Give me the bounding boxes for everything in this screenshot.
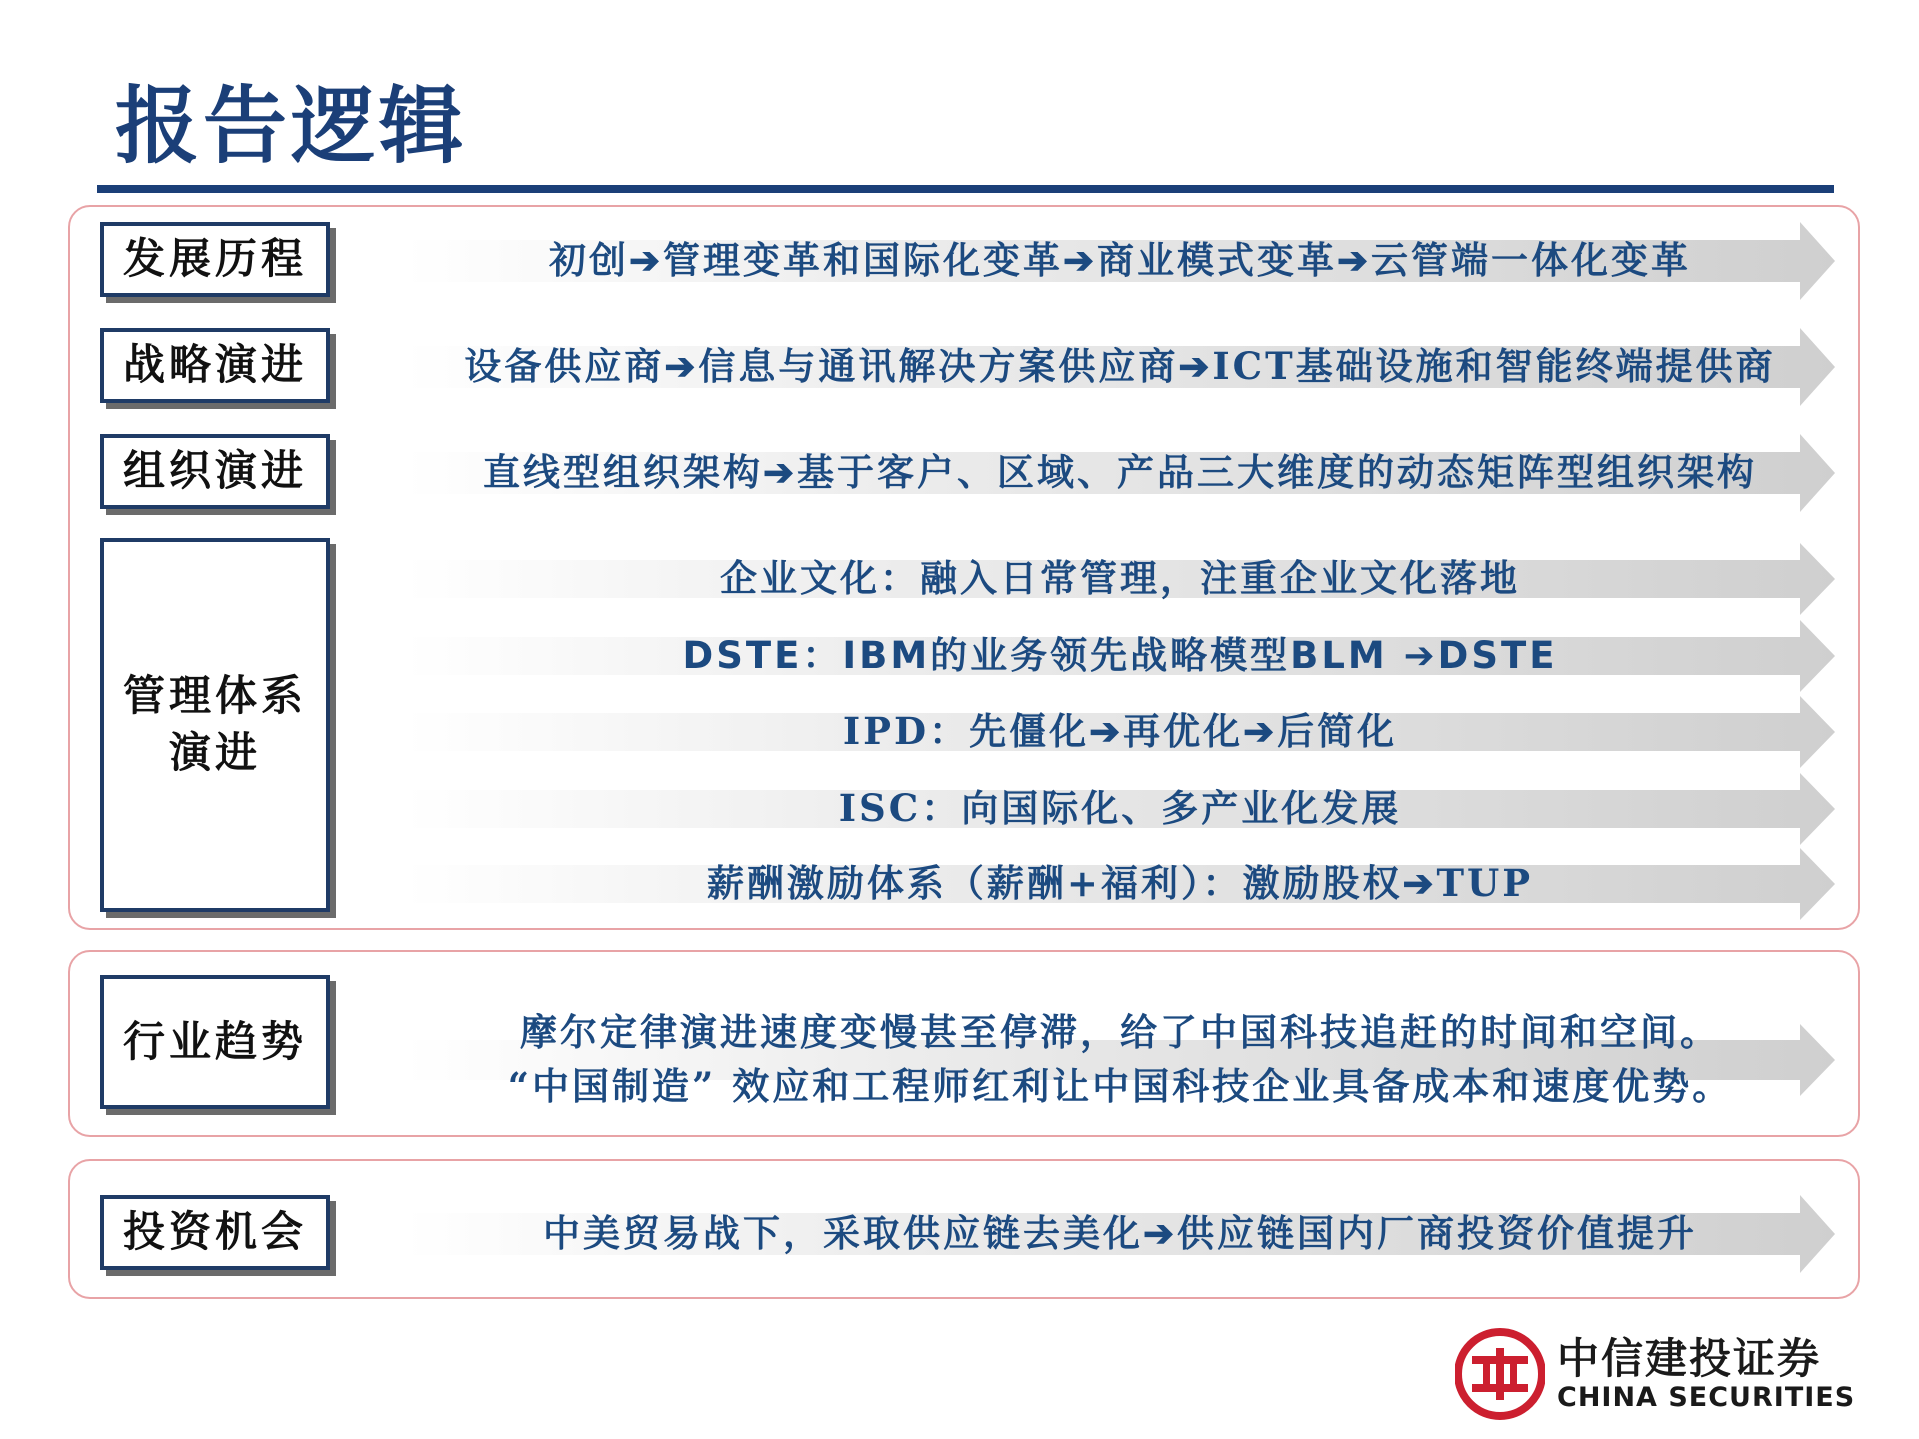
label-text: 战略演进 — [122, 340, 307, 390]
label-management-system — [100, 538, 330, 912]
arrow-text: 中美贸易战下，采取供应链去美化➔供应链国内厂商投资价值提升 — [542, 1211, 1697, 1256]
label-text: 投资机会 — [122, 1207, 307, 1257]
citic-logo-icon — [1455, 1322, 1545, 1422]
label-strategy-evolution — [100, 328, 330, 403]
company-logo — [1455, 1322, 1865, 1427]
trend-line-2: “中国制造” 效应和工程师红利让中国科技企业具备成本和速度优势。 — [507, 1064, 1733, 1108]
arrow-text: 薪酬激励体系（薪酬+福利）：激励股权➔TUP — [706, 861, 1534, 906]
label-development-history — [100, 222, 330, 297]
label-text: 发展历程 — [122, 234, 307, 284]
arrow-management-compensation — [405, 848, 1835, 920]
arrow-text: 直线型组织架构➔基于客户、区域、产品三大维度的动态矩阵型组织架构 — [483, 450, 1757, 495]
arrow-text: 初创➔管理变革和国际化变革➔商业模式变革➔云管端一体化变革 — [548, 238, 1691, 283]
logo-chinese-name: 中信建投证券 — [1557, 1334, 1822, 1383]
logo-english-name: CHINA SECURITIES — [1557, 1382, 1856, 1413]
label-text: 行业趋势 — [122, 1016, 307, 1066]
label-investment-opportunity — [100, 1195, 330, 1270]
arrow-management-ipd — [405, 696, 1835, 768]
arrow-text: DSTE：IBM的业务领先战略模型BLM ➔DSTE — [682, 634, 1558, 678]
arrow-management-dste — [405, 620, 1835, 692]
arrow-text: IPD：先僵化➔再优化➔后简化 — [842, 709, 1398, 754]
arrow-management-isc — [405, 773, 1835, 845]
arrow-management-culture — [405, 543, 1835, 615]
title-underline — [97, 185, 1834, 193]
label-text: 管理体系 演进 — [122, 671, 307, 777]
arrow-development-history — [405, 222, 1835, 300]
label-organization-evolution — [100, 434, 330, 509]
arrow-investment-opportunity — [405, 1195, 1835, 1273]
arrow-text — [405, 1006, 1835, 1113]
arrow-text: ISC：向国际化、多产业化发展 — [838, 786, 1402, 831]
arrow-industry-trend — [405, 1000, 1835, 1120]
label-industry-trend — [100, 975, 330, 1109]
arrow-organization-evolution — [405, 434, 1835, 512]
arrow-strategy-evolution — [405, 328, 1835, 406]
trend-line-1: 摩尔定律演进速度变慢甚至停滞，给了中国科技追赶的时间和空间。 — [520, 1010, 1720, 1055]
label-text: 组织演进 — [122, 446, 307, 496]
arrow-text: 企业文化：融入日常管理，注重企业文化落地 — [720, 556, 1520, 601]
arrow-text: 设备供应商➔信息与通讯解决方案供应商➔ICT基础设施和智能终端提供商 — [464, 344, 1776, 389]
page-title: 报告逻辑 — [115, 76, 468, 175]
